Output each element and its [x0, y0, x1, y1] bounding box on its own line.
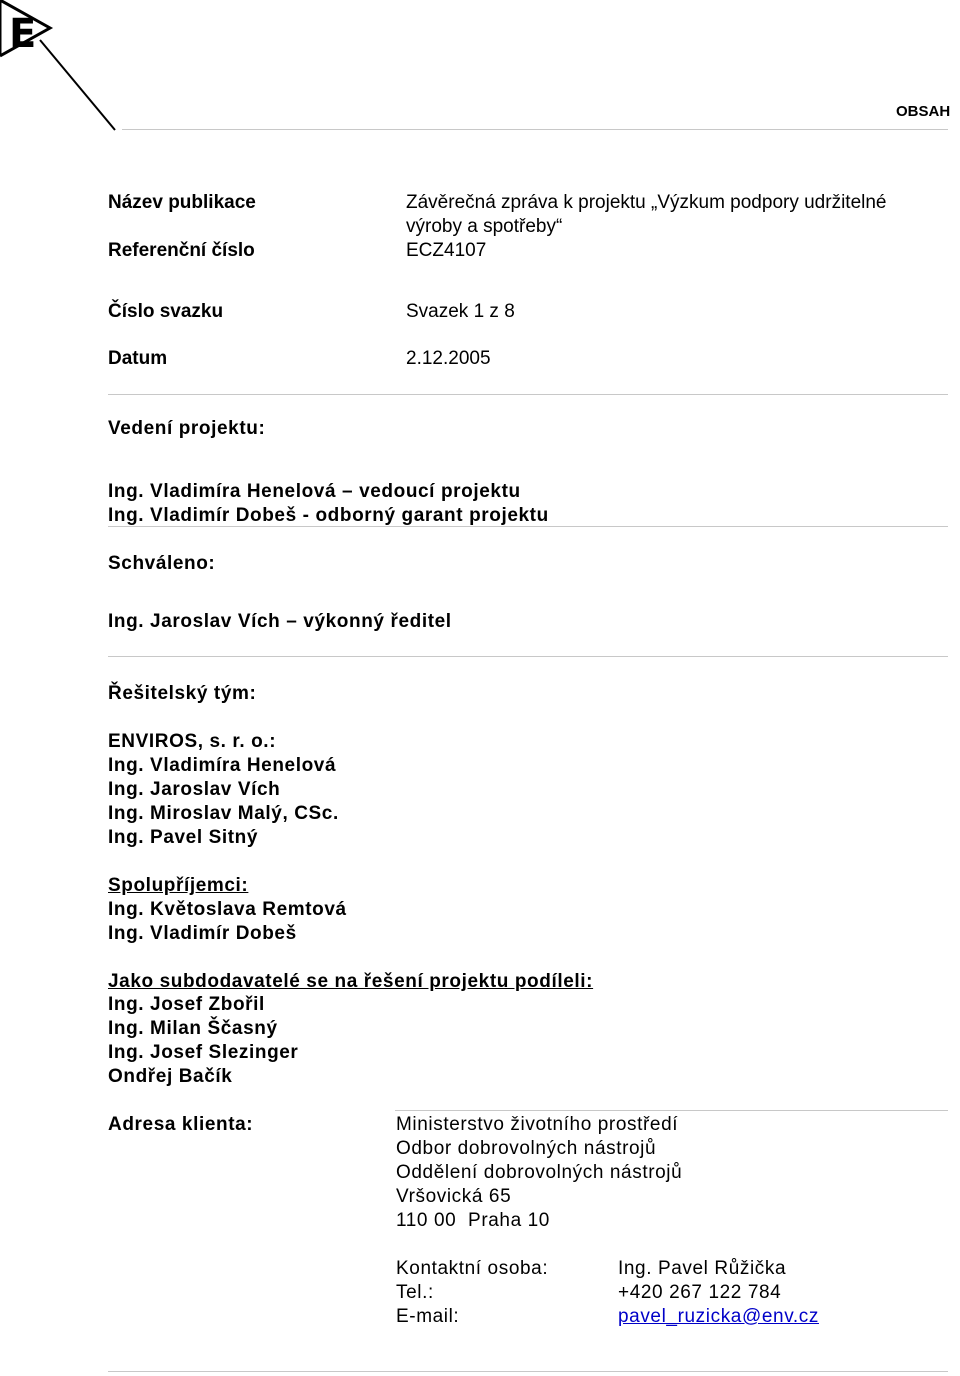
- email-label: E-mail:: [396, 1306, 460, 1327]
- nazev-label: Název publikace: [108, 192, 256, 213]
- adresa-label: Adresa klienta:: [108, 1114, 254, 1135]
- sub-member: Ing. Josef Zbořil: [108, 994, 265, 1015]
- tym-org: ENVIROS, s. r. o.:: [108, 731, 277, 752]
- adresa-line: Ministerstvo životního prostředí: [396, 1114, 679, 1135]
- datum-label: Datum: [108, 348, 168, 369]
- email-link[interactable]: pavel_ruzicka@env.cz: [618, 1306, 819, 1327]
- spolu-heading: Spolupříjemci:: [108, 875, 249, 896]
- spolu-member: Ing. Vladimír Dobeš: [108, 923, 297, 944]
- sub-heading: Jako subdodavatelé se na řešení projektu podíleli:: [108, 971, 594, 992]
- kontakt-value: Ing. Pavel Růžička: [618, 1258, 787, 1279]
- kontakt-label: Kontaktní osoba:: [396, 1258, 549, 1279]
- svazek-label: Číslo svazku: [108, 301, 224, 322]
- tym-member: Ing. Jaroslav Vích: [108, 779, 281, 800]
- bottom-rule: [108, 1371, 948, 1372]
- header-rule: [122, 129, 948, 130]
- sub-member: Ing. Milan Ščasný: [108, 1018, 278, 1039]
- rule-3: [108, 656, 948, 657]
- nazev-line2: výroby a spotřeby“: [406, 216, 563, 237]
- ref-value: ECZ4107: [406, 240, 487, 261]
- tym-member: Ing. Vladimíra Henelová: [108, 755, 337, 776]
- vedeni-heading: Vedení projektu:: [108, 418, 266, 439]
- logo: [0, 0, 120, 140]
- logo-letter: E: [9, 11, 37, 57]
- datum-value: 2.12.2005: [406, 348, 491, 369]
- tym-heading: Řešitelský tým:: [108, 683, 257, 704]
- tel-value: +420 267 122 784: [618, 1282, 782, 1303]
- schvaleno-line1: Ing. Jaroslav Vích – výkonný ředitel: [108, 611, 452, 632]
- nazev-line1: Závěrečná zpráva k projektu „Výzkum podpory udržitelné: [406, 192, 887, 213]
- vedeni-line1: Ing. Vladimíra Henelová – vedoucí projektu: [108, 481, 521, 502]
- enviros-logo-icon: [0, 0, 120, 140]
- tel-label: Tel.:: [396, 1282, 434, 1303]
- adresa-line: Vršovická 65: [396, 1186, 512, 1207]
- spolu-member: Ing. Květoslava Remtová: [108, 899, 347, 920]
- adresa-line: 110 00 Praha 10: [396, 1210, 550, 1231]
- obsah-label: OBSAH: [896, 103, 951, 120]
- sub-member: Ing. Josef Slezinger: [108, 1042, 299, 1063]
- vedeni-line2: Ing. Vladimír Dobeš - odborný garant projektu: [108, 505, 549, 526]
- sub-member: Ondřej Bačík: [108, 1066, 233, 1087]
- adresa-line: Odbor dobrovolných nástrojů: [396, 1138, 657, 1159]
- svazek-value: Svazek 1 z 8: [406, 301, 515, 322]
- rule-1: [108, 394, 948, 395]
- ref-label: Referenční číslo: [108, 240, 255, 261]
- schvaleno-heading: Schváleno:: [108, 553, 216, 574]
- adresa-line: Oddělení dobrovolných nástrojů: [396, 1162, 683, 1183]
- tym-member: Ing. Pavel Sitný: [108, 827, 259, 848]
- rule-4: [395, 1110, 948, 1111]
- tym-member: Ing. Miroslav Malý, CSc.: [108, 803, 339, 824]
- rule-2: [108, 526, 948, 527]
